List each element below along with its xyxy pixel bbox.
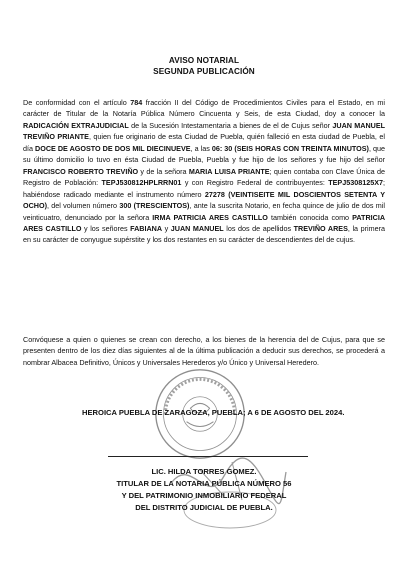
emphasized-text-run: PATRICIA ARES CASTILLO [23,212,386,233]
signature-line [108,456,308,457]
emphasized-text-run: 27278 (VEINTISEITE MIL DOSCIENTOS SETENTA Y OCHO) [23,189,385,211]
emphasized-text-run: DOCE DE AGOSTO DE DOS MIL DIECINUEVE [35,143,191,153]
text-run: , que su último domicilio lo tuvo en ésta Ciudad de Puebla, Puebla y fue hijo de los señores y fue hijo del señor [23,143,385,165]
text-run: , quien fue originario de esta Ciudad de Puebla, quién falleció en esta ciudad de Puebla, el día [23,132,385,153]
text-run: , ante la suscrita Notario, en fecha quince de julio de dos mil veinticuatro, denunciado por la señora [23,201,385,222]
notice-paragraph-radicacion [23,97,385,246]
notary-title-line: DEL DISTRITO JUDICIAL DE PUEBLA. [135,503,273,512]
text-run: y de la señora [138,166,189,176]
emphasized-text-run: FRANCISCO ROBERTO TREVIÑO [23,166,139,176]
text-run: ; habiéndose radicado mediante el instrumento número [23,178,385,199]
emphasized-text-run: RADICACIÓN EXTRAJUDICIAL [23,120,129,130]
text-run: , a las [190,143,212,153]
text-run: , del volumen número [46,201,120,211]
text-run: fracción II del Código de Procedimientos Civiles para el Estado, en mi carácter de Titular de la Notaría Pública Número Cincuenta y Seis, de esta Ciudad, doy a conocer la [23,98,386,119]
emphasized-text-run: TEPJ5308125X7 [328,178,383,188]
place-and-date: HEROICA PUEBLA DE ZARAGOZA, PUEBLA; A 6 DE AGOSTO DEL 2024. [82,408,345,417]
emphasized-text-run: 784 [130,98,143,107]
text-run: De conformidad con el artículo [23,98,131,107]
text-run: de la Sucesión Intestamentaria a bienes de el de Cujus señor [128,120,333,130]
text-run: y [162,223,171,233]
emphasized-text-run: JUAN MANUEL TREVIÑO PRIANTE [23,120,386,142]
text-run: ; quien contaba con Clave Única de Registro de Población: [23,166,385,188]
text-run: los dos de apellidos [223,223,294,233]
emphasized-text-run: MARIA LUISA PRIANTE [188,166,270,176]
emphasized-text-run: TREVIÑO ARES [293,223,348,233]
emphasized-text-run: TEPJ530812HPLRRN01 [101,178,182,188]
notary-title-line: TITULAR DE LA NOTARIA PÚBLICA NÚMERO 56 [116,479,292,488]
emphasized-text-run: 300 (TRESCIENTOS) [119,201,190,211]
notice-subtitle: SEGUNDA PUBLICACIÓN [153,67,255,76]
emphasized-text-run: FABIANA [130,223,163,233]
notice-title: AVISO NOTARIAL [168,56,240,65]
text-run: y con Registro Federal de contribuyentes: [181,178,329,188]
notary-title-line: Y DEL PATRIMONIO INMOBILIARIO FEDERAL [121,491,287,500]
text-run: , la primera en su carácter de conyugue supérstite y los dos restantes en su carácter de descendientes del de cujus. [23,223,385,245]
emphasized-text-run: 06: 30 (SEIS HORAS CON TREINTA MINUTOS) [211,143,369,153]
text-run: también conocida como [267,212,353,222]
emphasized-text-run: IRMA PATRICIA ARES CASTILLO [152,212,268,222]
text-run: y los señores [81,223,131,233]
notice-paragraph-convocatoria: Convóquese a quien o quienes se crean con derecho, a los bienes de la herencia del de Cujus, para que se presenten dentro de los diez días siguientes al de la última publicación a deducir sus derechos, se procederá a nombrar Albacea Definitivo, Únicos y Universales Herederos y/o Único y Universal Heredero. [23,335,385,367]
notary-name: LIC. HILDA TORRES GOMEZ. [151,467,257,476]
emphasized-text-run: JUAN MANUEL [170,223,224,233]
